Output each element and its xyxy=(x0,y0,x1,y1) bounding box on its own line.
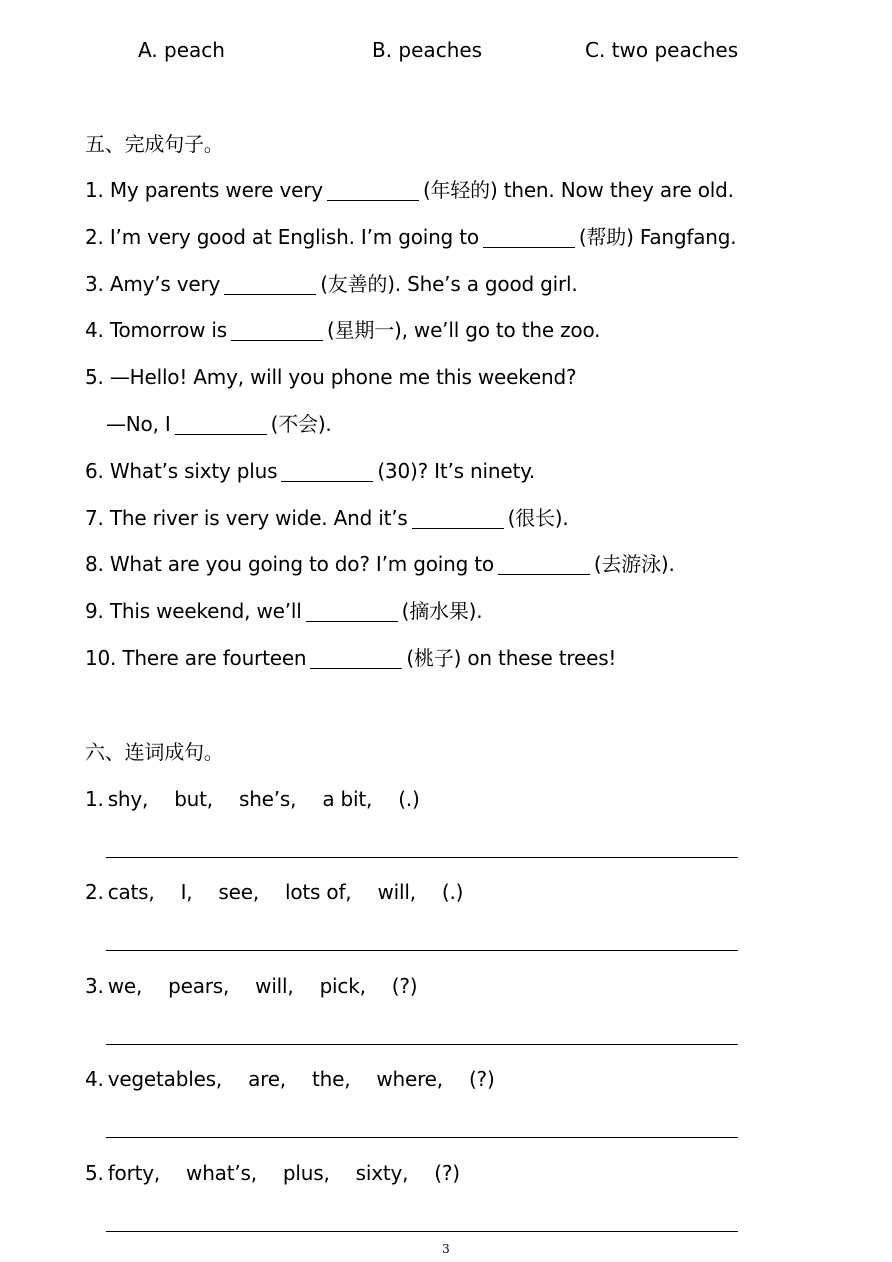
s6-item-5 xyxy=(85,1161,460,1185)
page-number: 3 xyxy=(442,1242,450,1256)
s5-item-7-post: (很长). xyxy=(507,506,569,530)
s6-word: vegetables, xyxy=(107,1067,223,1091)
s6-word: lots of, xyxy=(285,880,352,904)
s5-item-10-post: (桃子) on these trees! xyxy=(406,646,617,670)
s5-item-8-pre: 8. What are you going to do? I’m going to xyxy=(85,552,494,576)
s6-item-3 xyxy=(85,974,417,998)
s6-word: a bit, xyxy=(322,787,373,811)
s6-answer-line-4[interactable] xyxy=(106,1137,738,1138)
s5-item-5b-blank[interactable] xyxy=(175,414,267,435)
s6-item-4-num: 4. xyxy=(85,1067,104,1091)
s5-item-5b-pre: —No, I xyxy=(106,412,171,436)
s6-item-4 xyxy=(85,1067,495,1091)
s6-word: plus, xyxy=(282,1161,330,1185)
s6-item-3-num: 3. xyxy=(85,974,104,998)
s5-item-7-blank[interactable] xyxy=(412,508,504,529)
s6-word: we, xyxy=(107,974,143,998)
s6-word: where, xyxy=(376,1067,443,1091)
s6-word: cats, xyxy=(107,880,155,904)
s6-word: will, xyxy=(377,880,416,904)
option-c: C. two peaches xyxy=(585,38,739,62)
s5-item-9 xyxy=(85,599,482,623)
s5-item-2-blank[interactable] xyxy=(483,227,575,248)
s5-item-10-pre: 10. There are fourteen xyxy=(85,646,307,670)
s5-item-4 xyxy=(85,318,600,342)
s6-word: what’s, xyxy=(186,1161,257,1185)
s5-item-9-post: (摘水果). xyxy=(401,599,483,623)
s5-item-1-blank[interactable] xyxy=(327,180,419,201)
s6-item-1 xyxy=(85,787,420,811)
s5-item-1-post: (年轻的) then. Now they are old. xyxy=(422,178,734,202)
s5-item-6-pre: 6. What’s sixty plus xyxy=(85,459,278,483)
s6-answer-line-5[interactable] xyxy=(106,1231,738,1232)
s5-item-8-post: (去游泳). xyxy=(593,552,675,576)
s5-item-5b-post: (不会). xyxy=(270,412,332,436)
s6-word: sixty, xyxy=(355,1161,409,1185)
s5-item-10 xyxy=(85,646,616,670)
s5-item-6-post: (30)? It’s ninety. xyxy=(377,459,536,483)
s6-answer-line-1[interactable] xyxy=(106,857,738,858)
s5-item-1-pre: 1. My parents were very xyxy=(85,178,323,202)
s6-item-1-num: 1. xyxy=(85,787,104,811)
s5-item-3-post: (友善的). She’s a good girl. xyxy=(320,272,578,296)
s5-item-2 xyxy=(85,225,736,249)
s5-item-5-answer xyxy=(106,412,332,436)
s5-item-5-question xyxy=(85,365,576,389)
s5-item-3-pre: 3. Amy’s very xyxy=(85,272,221,296)
s6-word: will, xyxy=(255,974,294,998)
s5-item-7-pre: 7. The river is very wide. And it’s xyxy=(85,506,408,530)
s6-word: (?) xyxy=(434,1161,460,1185)
s5-item-6 xyxy=(85,459,535,483)
s6-word: (?) xyxy=(468,1067,495,1091)
s5-item-8-blank[interactable] xyxy=(498,554,590,575)
s6-word: (.) xyxy=(398,787,420,811)
option-b: B. peaches xyxy=(372,38,483,62)
s6-word: (?) xyxy=(391,974,418,998)
section5-title: 五、完成句子。 xyxy=(85,132,224,156)
s6-word: pick, xyxy=(319,974,366,998)
s6-item-2-num: 2. xyxy=(85,880,104,904)
s6-answer-line-3[interactable] xyxy=(106,1044,738,1045)
s5-item-2-pre: 2. I’m very good at English. I’m going to xyxy=(85,225,479,249)
s5-item-1 xyxy=(85,178,734,202)
s6-word: the, xyxy=(311,1067,351,1091)
s6-word: see, xyxy=(218,880,260,904)
s6-word: but, xyxy=(174,787,213,811)
s5-item-7 xyxy=(85,506,569,530)
option-a: A. peach xyxy=(138,38,225,62)
s6-word: forty, xyxy=(107,1161,161,1185)
s5-item-9-blank[interactable] xyxy=(306,601,398,622)
s5-item-4-blank[interactable] xyxy=(231,320,323,341)
s6-word: are, xyxy=(248,1067,286,1091)
s5-item-6-blank[interactable] xyxy=(281,461,373,482)
s5-item-5-pre: 5. —Hello! Amy, will you phone me this weekend? xyxy=(85,365,577,389)
s5-item-9-pre: 9. This weekend, we’ll xyxy=(85,599,302,623)
s5-item-8 xyxy=(85,552,675,576)
s6-word: shy, xyxy=(107,787,149,811)
s6-word: I, xyxy=(180,880,193,904)
s5-item-4-post: (星期一), we’ll go to the zoo. xyxy=(327,318,601,342)
s6-word: (.) xyxy=(441,880,464,904)
section6-title: 六、连词成句。 xyxy=(85,740,224,764)
s6-item-5-num: 5. xyxy=(85,1161,104,1185)
s6-word: pears, xyxy=(168,974,230,998)
s5-item-3 xyxy=(85,272,578,296)
s6-item-2 xyxy=(85,880,463,904)
s6-word: she’s, xyxy=(238,787,297,811)
s5-item-2-post: (帮助) Fangfang. xyxy=(578,225,737,249)
s5-item-10-blank[interactable] xyxy=(310,648,402,669)
s6-answer-line-2[interactable] xyxy=(106,950,738,951)
s5-item-3-blank[interactable] xyxy=(224,274,316,295)
s5-item-4-pre: 4. Tomorrow is xyxy=(85,318,227,342)
